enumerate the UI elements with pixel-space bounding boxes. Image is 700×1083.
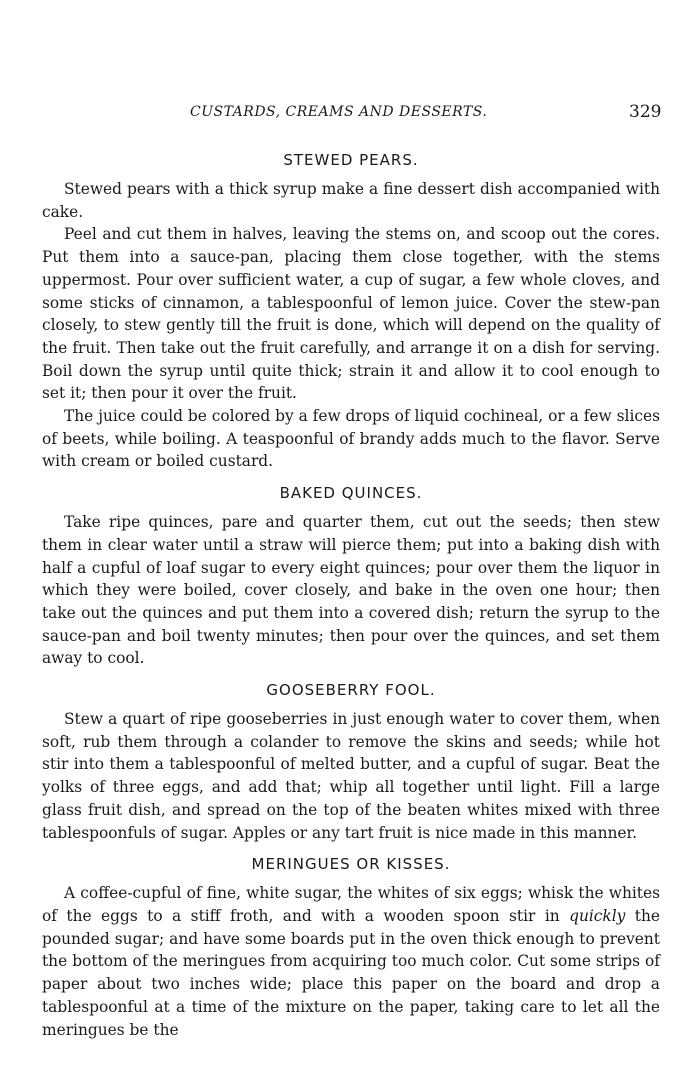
recipe-title: STEWED PEARS. [283,151,419,169]
recipe-stewed-pears [42,150,660,473]
page-content [42,150,660,1051]
recipe-title: BAKED QUINCES. [279,484,423,503]
page-number: 329 [629,102,662,122]
paragraph-text: the pounded sugar; and have some boards put in the oven thick enough to prevent the bottom of the meringues from acquiring too much color. Cut some strips of paper about two inches wide; place this paper on the board and drop a tablespoonful at a time of the mixture on the paper, taking care to let all the meringues be the [42,906,660,1039]
recipe-paragraph: Take ripe quinces, pare and quarter them, cut out the seeds; then stew them in clear water until a straw will pierce them; put into a baking dish with half a cupful of loaf sugar to every eight quinces; pour over them the liquor in which they were boiled, cover closely, and bake in the oven one hour; then take out the quinces and put them into a covered dish; return the syrup to the sauce-pan and boil twenty minutes; then pour over the quinces, and set them away to cool. [42,513,660,668]
paragraph-text: A coffee-cupful of fine, white sugar, the whites of six eggs; whisk the whites of the eggs to a stiff froth, and with a wooden spoon stir in [42,884,660,925]
italic-emphasis: quickly [569,906,626,925]
recipe-paragraph: Peel and cut them in halves, leaving the stems on, and scoop out the cores. Put them into a sauce-pan, placing them close together, with the stems uppermost. Pour over sufficient water, a cup of sugar, a few whole cloves, and some sticks of cinnamon, a tablespoonful of lemon juice. Cover the stew-pan closely, to stew gently till the fruit is done, which will depend on the quality of the fruit. Then take out the fruit carefully, and arrange it on a dish for serving. Boil down the syrup until quite thick; strain it and allow it to cool enough to set it; then pour it over the fruit. [42,225,660,403]
recipe-paragraph [42,882,660,1041]
recipe-title: GOOSEBERRY FOOL. [266,681,436,700]
recipe-paragraph: The juice could be colored by a few drops of liquid cochineal, or a few slices of beets, while boiling. A teaspoonful of brandy adds much to the flavor. Serve with cream or boiled custard. [42,407,660,471]
recipe-title: MERINGUES OR KISSES. [251,855,451,874]
recipe-paragraph: Stewed pears with a thick syrup make a fine dessert dish accompanied with cake. [42,180,660,221]
recipe-gooseberry-fool [42,680,660,844]
recipe-baked-quinces [42,483,660,670]
running-head: CUSTARDS, CREAMS AND DESSERTS. [190,104,488,120]
recipe-paragraph: Stew a quart of ripe gooseberries in just enough water to cover them, when soft, rub them through a colander to remove the skins and seeds; while hot stir into them a tablespoonful of melted butter, and a cupful of sugar. Beat the yolks of three eggs, and add that; whip all together until light. Fill a large glass fruit dish, and spread on the top of the beaten whites mixed with three tablespoonfuls of sugar. Apples or any tart fruit is nice made in this manner. [42,710,660,842]
recipe-meringues [42,854,660,1041]
